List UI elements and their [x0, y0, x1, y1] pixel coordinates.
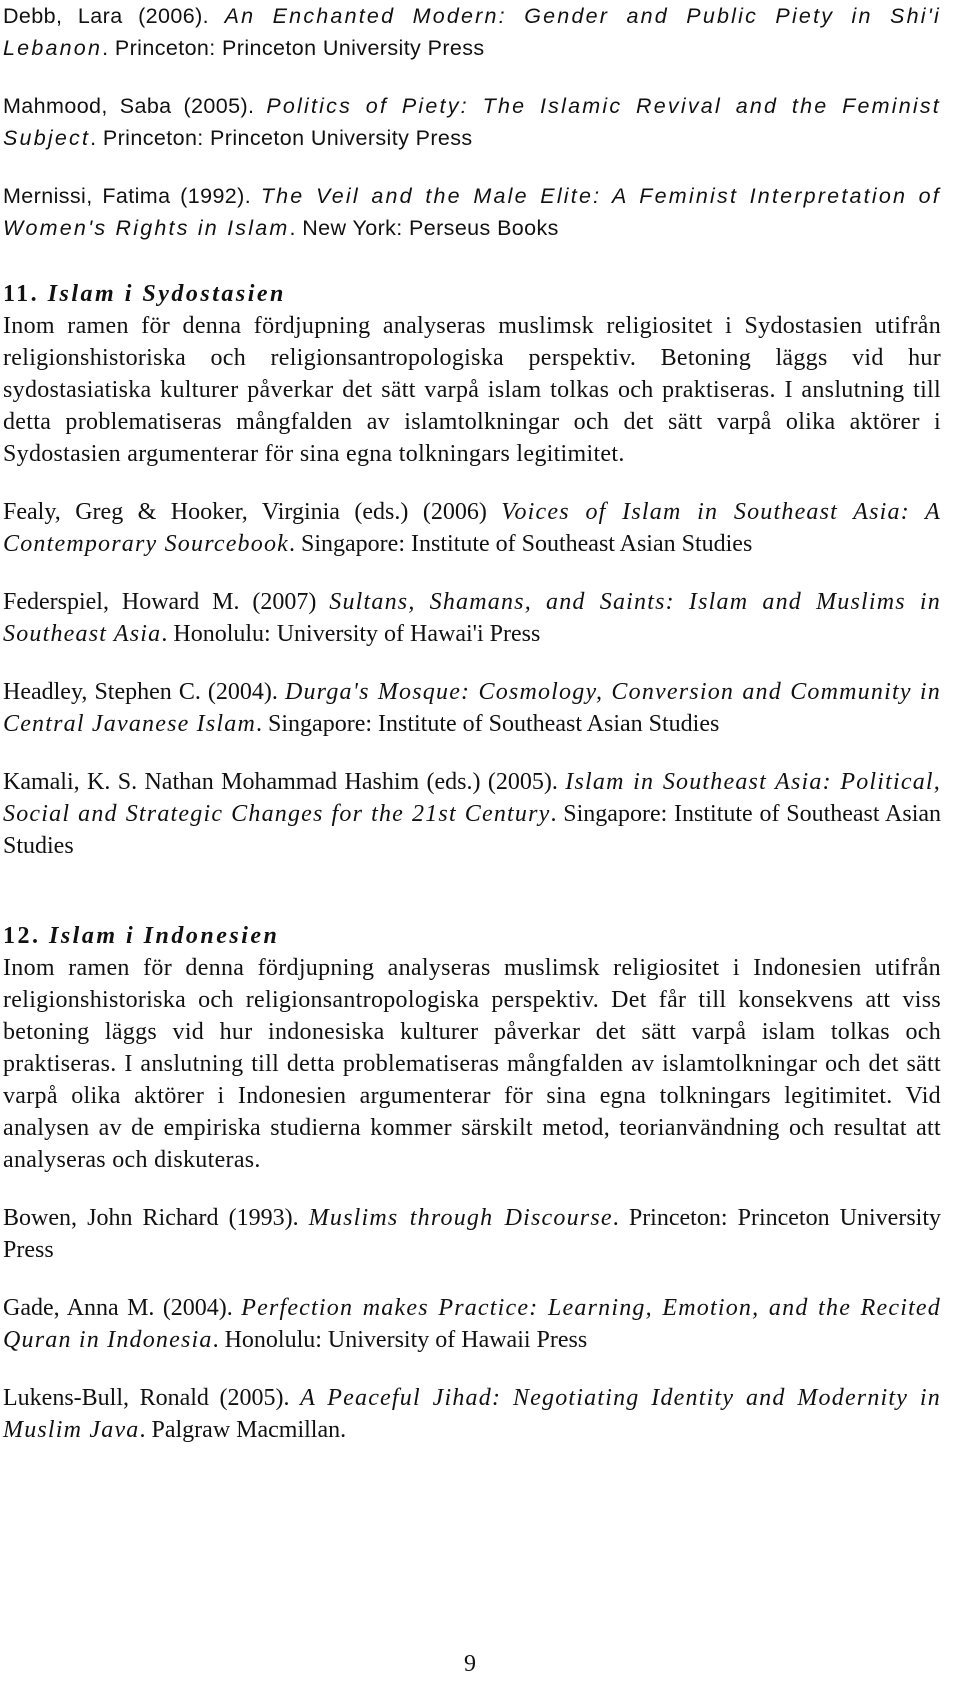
section-11-heading: [3, 278, 941, 310]
reference-publisher: . Singapore: Institute of Southeast Asian Studies: [289, 531, 753, 557]
section-title: Islam i Indonesien: [49, 923, 280, 949]
reference-title: Voices of Islam in Southeast Asia: A Contemporary Sourcebook: [3, 499, 941, 557]
section-12-heading: [3, 920, 941, 952]
reference-publisher: . Honolulu: University of Hawaii Press: [212, 1327, 588, 1353]
reference-bowen: [3, 1202, 941, 1266]
reference-mahmood: [3, 90, 941, 154]
reference-author: Gade, Anna M. (2004).: [3, 1295, 242, 1321]
reference-author: Debb, Lara (2006).: [3, 4, 225, 28]
reference-publisher: . Palgraw Macmillan.: [139, 1417, 347, 1443]
reference-title: Muslims through Discourse: [308, 1205, 613, 1231]
reference-publisher: . Princeton: Princeton University Press: [90, 126, 473, 150]
reference-federspiel: [3, 586, 941, 650]
reference-kamali: [3, 766, 941, 862]
reference-title: Sultans, Shamans, and Saints: Islam and Muslims in Southeast Asia: [3, 589, 942, 647]
reference-author: Bowen, John Richard (1993).: [3, 1205, 309, 1231]
reference-debb: [3, 0, 941, 64]
section-12-description: Inom ramen för denna fördjupning analyseras muslimsk religiositet i Indonesien utifrån religionshistoriska och religionsantropologiska perspektiv. Det får till konsekvens att viss betoning läggs vid hur indonesiska kulturer påverkar det sätt varpå islam tolkas och praktiseras. I anslutning till detta problematiseras mångfalden av islamtolkningar och det sätt varpå olika aktörer i Indonesien argumenterar för sina egna tolkningars legitimitet. Vid analysen av de empiriska studierna kommer särskilt metod, teorianvändning och resultat att analyseras och diskuteras.: [3, 955, 941, 1173]
reference-author: Kamali, K. S. Nathan Mohammad Hashim (eds.) (2005).: [3, 769, 566, 795]
section-number: 12.: [3, 923, 41, 949]
reference-title: Perfection makes Practice: Learning, Emotion, and the Recited Quran in Indonesia: [3, 1295, 941, 1353]
reference-author: Mahmood, Saba (2005).: [3, 94, 267, 118]
reference-author: Mernissi, Fatima (1992).: [3, 184, 261, 208]
reference-title: The Veil and the Male Elite: A Feminist Interpretation of Women's Rights in Islam: [3, 184, 941, 240]
reference-publisher: . Princeton: Princeton University Press: [102, 36, 485, 60]
reference-mernissi: [3, 180, 941, 244]
reference-lukens-bull: [3, 1382, 941, 1446]
reference-publisher: . Singapore: Institute of Southeast Asian Studies: [3, 801, 942, 859]
page-content: [3, 0, 941, 1446]
reference-title: Islam in Southeast Asia: Political, Social and Strategic Changes for the 21st Century: [3, 769, 941, 827]
reference-publisher: . Singapore: Institute of Southeast Asian Studies: [256, 711, 720, 737]
reference-headley: [3, 676, 941, 740]
reference-fealy: [3, 496, 941, 560]
reference-title: Durga's Mosque: Cosmology, Conversion and Community in Central Javanese Islam: [3, 679, 941, 737]
page-number: 9: [464, 1651, 476, 1677]
reference-title: A Peaceful Jihad: Negotiating Identity and Modernity in Muslim Java: [3, 1385, 941, 1443]
section-11-description: Inom ramen för denna fördjupning analyseras muslimsk religiositet i Sydostasien utifrån religionshistoriska och religionsantropologiska perspektiv. Betoning läggs vid hur sydostasiatiska kulturer påverkar det sätt varpå islam tolkas och praktiseras. I anslutning till detta problematiseras mångfalden av islamtolkningar och det sätt varpå olika aktörer i Sydostasien argumenterar för sina egna tolkningars legitimitet.: [3, 313, 941, 467]
reference-author: Headley, Stephen C. (2004).: [3, 679, 285, 705]
reference-author: Lukens-Bull, Ronald (2005).: [3, 1385, 301, 1411]
section-title: Islam i Sydostasien: [47, 281, 286, 307]
reference-publisher: . New York: Perseus Books: [289, 216, 559, 240]
reference-publisher: . Princeton: Princeton University Press: [3, 1205, 942, 1263]
reference-title: An Enchanted Modern: Gender and Public Piety in Shi'i Lebanon: [3, 4, 941, 60]
reference-author: Federspiel, Howard M. (2007): [3, 589, 330, 615]
reference-author: Fealy, Greg & Hooker, Virginia (eds.) (2006): [3, 499, 502, 525]
section-number: 11.: [3, 281, 40, 307]
reference-title: Politics of Piety: The Islamic Revival and the Feminist Subject: [3, 94, 941, 150]
reference-publisher: . Honolulu: University of Hawai'i Press: [161, 621, 541, 647]
reference-gade: [3, 1292, 941, 1356]
